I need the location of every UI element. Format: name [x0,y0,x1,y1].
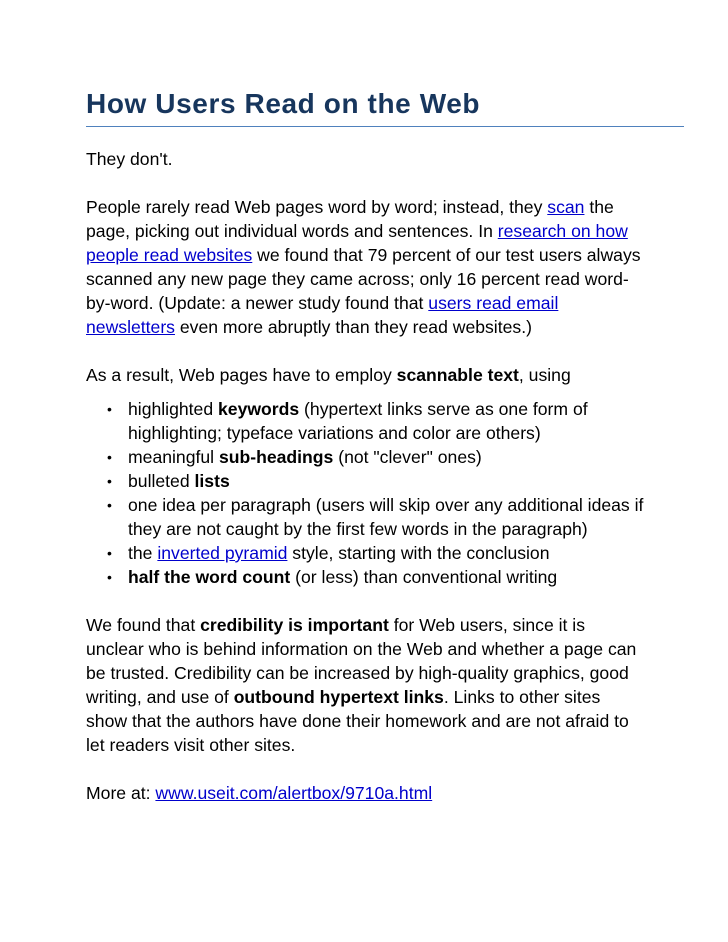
text-run: (not "clever" ones) [333,447,482,467]
spacer [86,757,646,781]
page-title: How Users Read on the Web [86,86,684,127]
bullet-icon: • [107,473,112,489]
list-item [107,565,646,589]
text-run: one idea per paragraph (users will skip over any additional ideas if they are not caught by the first few words in the paragraph) [128,495,644,539]
bold-sub-headings: sub-headings [218,447,334,467]
link-scan[interactable]: scan [547,197,585,217]
text-run: bulleted [128,471,195,491]
text-run: (hypertext links serve as one form of highlighting; typeface variations and color are others) [128,399,588,443]
bullet-icon: • [107,449,112,465]
paragraph-scanning [86,195,646,339]
paragraph-scannable-text [86,363,646,387]
text-run: even more abruptly than they read websites.) [174,317,532,337]
text-run: style, starting with the conclusion [287,543,550,563]
list-item [107,493,646,541]
list-item [107,541,646,565]
link-email-newsletters[interactable]: users read email newsletters [86,293,559,337]
text-run: , using [518,365,571,385]
bullet-icon: • [107,545,112,561]
list-item [107,397,646,445]
text-run: for Web users, since it is unclear who is behind information on the Web and whether a page can be trusted. Credibility can be increased by high-quality graphics, good writing, and use of [86,615,637,707]
text-run: . Links to other sites show that the authors have done their homework and are not afraid to let readers visit other sites. [86,687,629,755]
text-run: the [128,543,158,563]
link-useit-alertbox[interactable]: www.useit.com/alertbox/9710a.html [155,783,433,803]
bullet-icon: • [107,569,112,585]
paragraph-credibility [86,613,646,757]
text-run: meaningful [128,447,219,467]
bold-keywords: keywords [218,399,300,419]
intro-paragraph: They don't. [86,149,173,169]
bullet-icon: • [107,497,112,513]
bold-half-word-count: half the word count [128,567,291,587]
text-run: the page, picking out individual words and sentences. In [86,197,614,241]
spacer [86,339,646,363]
text-run: As a result, Web pages have to employ [86,365,397,385]
bulleted-list [86,397,646,589]
list-item [107,445,646,469]
text-run: highlighted [128,399,218,419]
bold-lists: lists [194,471,230,491]
link-research[interactable]: research on how people read websites [86,221,628,265]
text-run: (or less) than conventional writing [290,567,558,587]
spacer [86,171,646,195]
list-item [107,469,646,493]
text-run: We found that [86,615,201,635]
link-inverted-pyramid[interactable]: inverted pyramid [157,543,288,563]
text-run: we found that 79 percent of our test users always scanned any new page they came across; only 16 percent read word-by-word. (Update: a newer study found that [86,245,641,313]
bold-credibility: credibility is important [200,615,389,635]
bullet-icon: • [107,401,112,417]
spacer [86,589,646,613]
bold-scannable-text: scannable text [396,365,519,385]
more-at-line [86,781,646,805]
text-run: People rarely read Web pages word by word; instead, they [86,197,548,217]
bold-outbound-links: outbound hypertext links [233,687,444,707]
more-label: More at: [86,783,156,803]
